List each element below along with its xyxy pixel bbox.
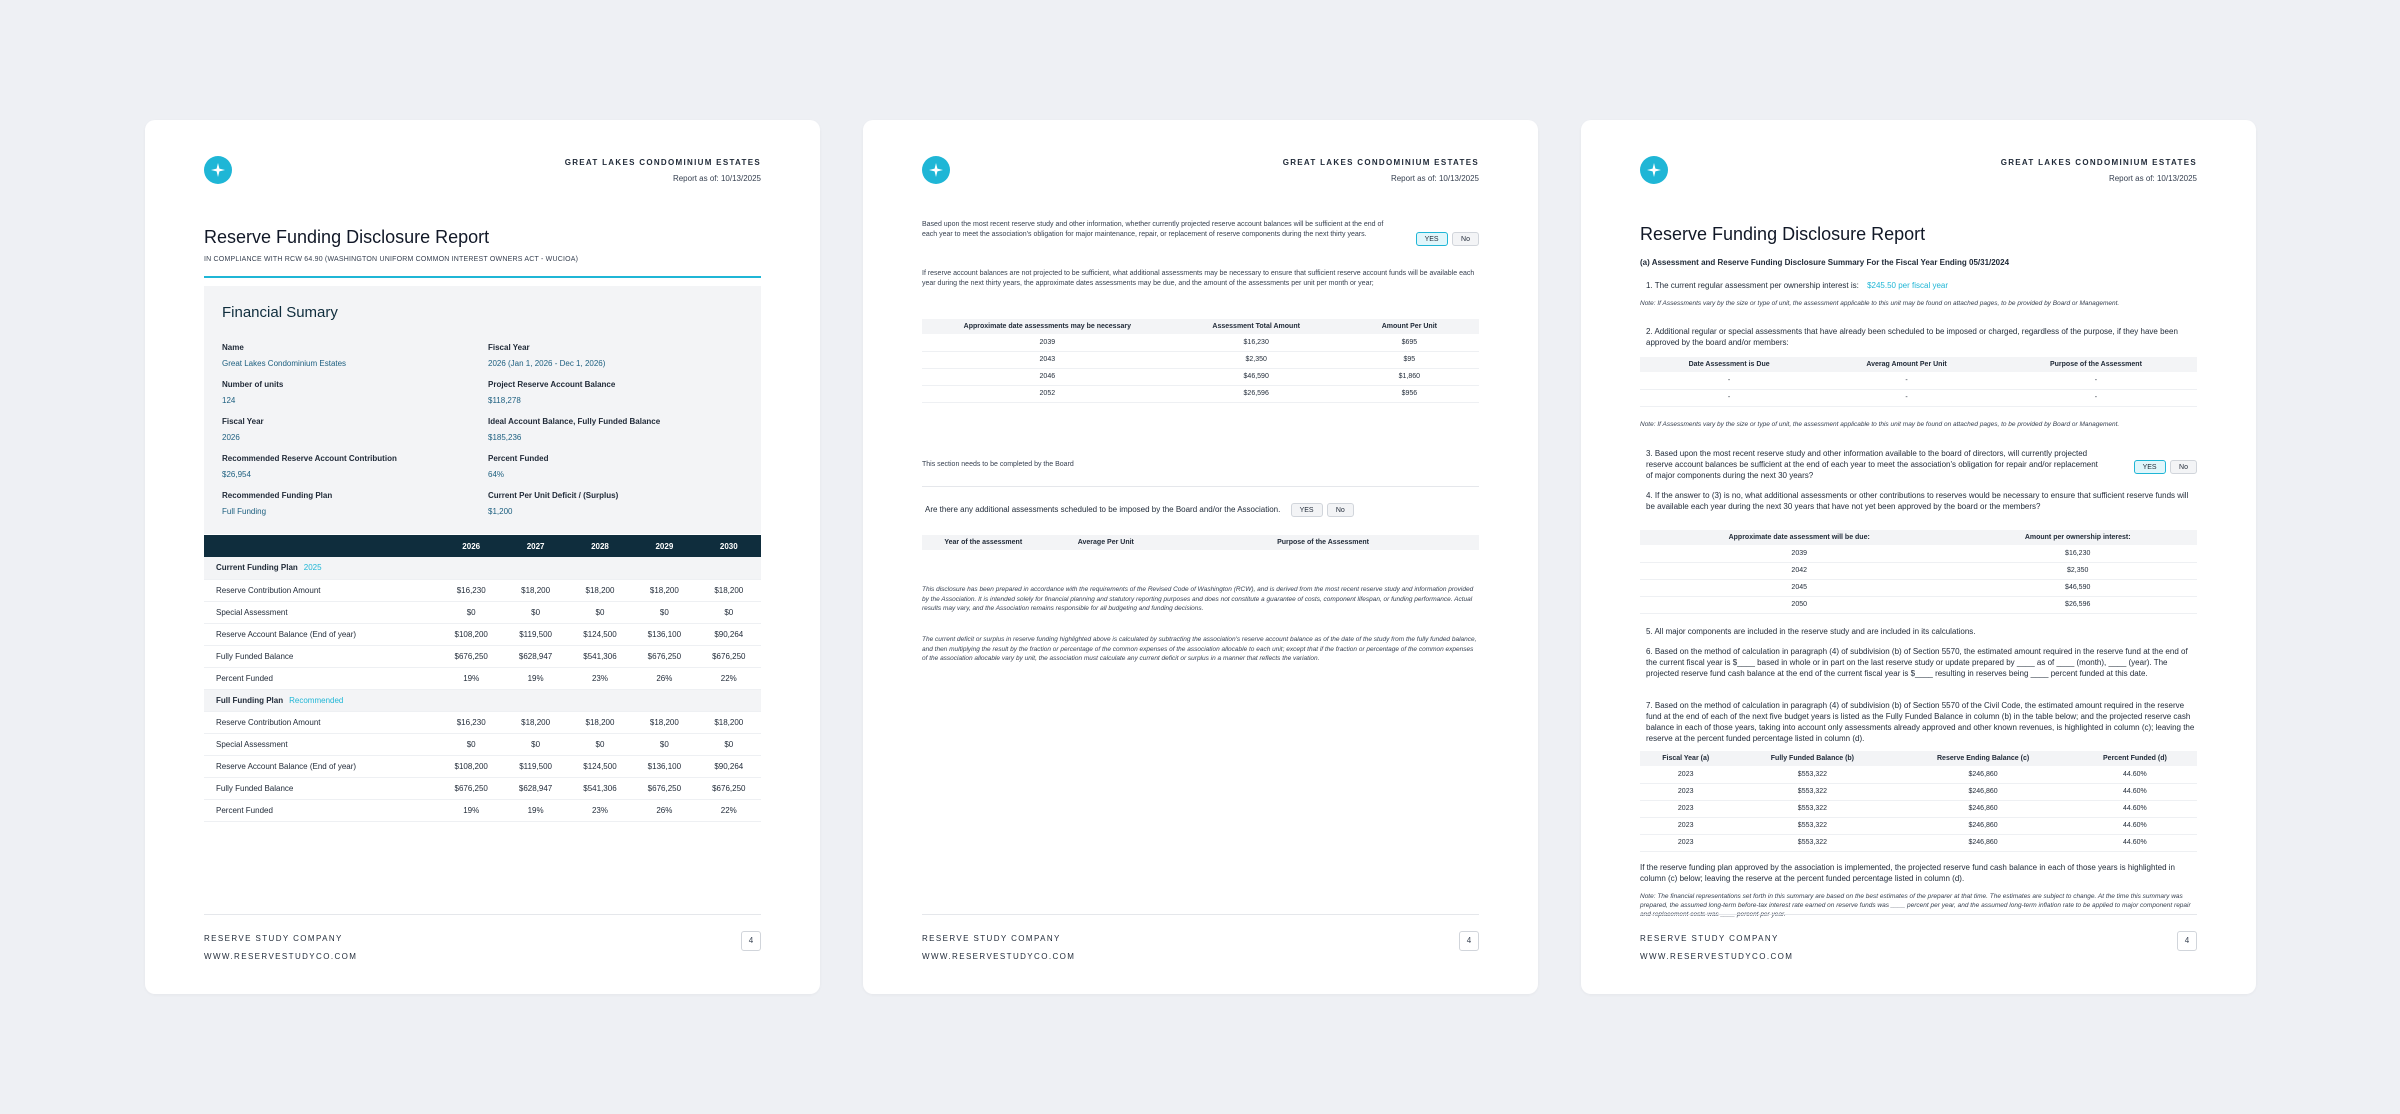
table-row: Reserve Account Balance (End of year) $108,200 $119,500 $124,500 $136,100 $90,264 xyxy=(204,755,761,777)
summary-item: Fiscal Year 2026 (Jan 1, 2026 - Dec 1, 2026) xyxy=(488,343,606,368)
yes-button[interactable]: YES xyxy=(1291,503,1323,517)
additional-assessments-paragraph: If reserve account balances are not projected to be sufficient, what additional assessments may be necessary to ensure that sufficient reserve account funds will be available each year during the next thirty years, the approximate dates assessments may be due, and the amount of the assessments per unit per month or year; xyxy=(922,270,1475,287)
table-row: 2039 $16,230 $695 xyxy=(922,334,1479,351)
plan-tag: Recommended xyxy=(289,695,344,705)
table-row: 2042 $2,350 xyxy=(1640,562,2197,579)
no-button[interactable]: No xyxy=(2170,460,2197,474)
table-row: - - - xyxy=(1640,389,2197,406)
table-row: - - - xyxy=(1640,372,2197,389)
table-row: Percent Funded 19% 19% 23% 26% 22% xyxy=(204,799,761,821)
table-row: 2043 $2,350 $95 xyxy=(922,351,1479,368)
column-header: Purpose of the Assessment xyxy=(1167,535,1479,550)
table-row: Special Assessment $0 $0 $0 $0 $0 xyxy=(204,601,761,623)
table-row: 2023 $553,322 $246,860 44.60% xyxy=(1640,834,2197,851)
table-row: 2052 $26,596 $956 xyxy=(922,385,1479,402)
summary-item: Number of units 124 xyxy=(222,380,284,405)
plan-tag: 2025 xyxy=(303,563,322,573)
page-footer xyxy=(922,914,1479,961)
table-row: 2023 $553,322 $246,860 44.60% xyxy=(1640,783,2197,800)
header-company: GREAT LAKES CONDOMINIUM ESTATES xyxy=(564,158,761,167)
year-header: 2027 xyxy=(503,535,567,557)
footer-url: WWW.RESERVESTUDYCO.COM xyxy=(1640,952,1794,961)
report-page-3 xyxy=(1581,120,2256,994)
year-header: 2029 xyxy=(632,535,696,557)
table-row: Special Assessment $0 $0 $0 $0 $0 xyxy=(204,733,761,755)
page-number: 4 xyxy=(2177,931,2197,951)
additional-assessments-question: Are there any additional assessments scheduled to be imposed by the Board and/or the Association. YES No xyxy=(925,503,1354,517)
column-header: Percent Funded (d) xyxy=(2073,751,2197,766)
summary-item: Project Reserve Account Balance $118,278 xyxy=(488,380,616,405)
report-page-2 xyxy=(863,120,1538,994)
no-button[interactable]: No xyxy=(1452,232,1479,246)
page-header xyxy=(2001,158,2197,183)
page-title: Reserve Funding Disclosure Report xyxy=(1640,224,1926,244)
column-header: Average Per Unit xyxy=(1045,535,1168,550)
page-footer xyxy=(204,914,761,961)
item-3: 3. Based upon the most recent reserve study and other information available to the board of directors, will currently projected reserve account balances be sufficient at the end of each year to meet the association's obligation for repair and/or replacement of major components during the next 30 years? xyxy=(1646,449,2098,480)
header-report-date: Report as of: 10/13/2025 xyxy=(1390,174,1479,183)
summary-item: Percent Funded 64% xyxy=(488,454,549,479)
summary-title: Financial Sumary xyxy=(222,304,338,321)
year-header: 2026 xyxy=(439,535,503,557)
summary-item: Recommended Funding Plan Full Funding xyxy=(222,491,333,516)
board-note: This section needs to be completed by the Board xyxy=(922,461,1074,468)
page-header xyxy=(565,158,761,183)
table-row: Fully Funded Balance $676,250 $628,947 $541,306 $676,250 $676,250 xyxy=(204,645,761,667)
five-year-projection-table xyxy=(1640,751,2197,852)
table-row: Reserve Account Balance (End of year) $108,200 $119,500 $124,500 $136,100 $90,264 xyxy=(204,623,761,645)
summary-item: Ideal Account Balance, Fully Funded Balance $185,236 xyxy=(488,417,661,442)
header-report-date: Report as of: 10/13/2025 xyxy=(2108,174,2197,183)
logo-icon xyxy=(1640,156,1668,184)
yes-button[interactable]: YES xyxy=(2134,460,2166,474)
column-header: Amount Per Unit xyxy=(1340,319,1479,334)
footer-url: WWW.RESERVESTUDYCO.COM xyxy=(922,952,1076,961)
item-7: 7. Based on the method of calculation in paragraph (4) of subdivision (b) of Section 5570 of the Civil Code, the estimated amount required in the reserve fund at the end of each of the next five budget years is listed as the Fully Funded Balance in column (b) in the table below; and the projected reserve cash balance in each of those years, taking into account only assessments already approved and other known revenues, is highlighted in column (c); leaving the reserve at the percent funded percentage listed in column (d). xyxy=(1646,701,2195,743)
table-row: 2023 $553,322 $246,860 44.60% xyxy=(1640,800,2197,817)
page-number: 4 xyxy=(741,931,761,951)
table-row: 2050 $26,596 xyxy=(1640,596,2197,613)
column-header: Year of the assessment xyxy=(922,535,1045,550)
column-header: Approximate date assessment will be due: xyxy=(1640,530,1958,545)
yes-no-group xyxy=(1416,228,1479,246)
deficit-paragraph: The current deficit or surplus in reserve funding highlighted above is calculated by subtracting the association's reserve account balance as of the date of the study from the fully funded balance, and then multiplying the result by the fraction or percentage of the common expenses of the association allocable to each unit; except that if the fraction or percentage of the common expenses of the association allocable vary by unit, the association must calculate any current deficit or surplus in a manner that reflects the variation. xyxy=(922,636,1477,662)
assessment-schedule-table xyxy=(922,319,1479,403)
year-header: 2030 xyxy=(697,535,761,557)
full-plan-header: Full Funding Plan Recommended xyxy=(204,689,761,711)
table-row: Reserve Contribution Amount $16,230 $18,200 $18,200 $18,200 $18,200 xyxy=(204,579,761,601)
year-header: 2028 xyxy=(568,535,632,557)
table-row: 2046 $46,590 $1,860 xyxy=(922,368,1479,385)
current-plan-header: Current Funding Plan 2025 xyxy=(204,557,761,579)
column-header: Approximate date assessments may be necessary xyxy=(922,319,1173,334)
disclaimer-paragraph: This disclosure has been prepared in accordance with the requirements of the Revised Code of Washington (RCW), and is derived from the most recent reserve study and information provided by the Association. It is intended solely for financial planning and statutory reporting purposes and does not constitute a guarantee of costs, component lifespan, or funding performance. Actual results may vary, and the Association remains responsible for all budgeting and funding decisions. xyxy=(922,586,1474,612)
yes-button[interactable]: YES xyxy=(1416,232,1448,246)
summary-item: Name Great Lakes Condominium Estates xyxy=(222,343,347,368)
report-page-1 xyxy=(145,120,820,994)
header-report-date: Report as of: 10/13/2025 xyxy=(672,174,761,183)
column-header: Amount per ownership interest: xyxy=(1958,530,2197,545)
assessment-value: $245.50 per fiscal year xyxy=(1867,281,1949,290)
financial-summary xyxy=(204,286,761,534)
footer-company: RESERVE STUDY COMPANY xyxy=(204,934,343,943)
logo-icon xyxy=(204,156,232,184)
column-header: Fiscal Year (a) xyxy=(1640,751,1731,766)
sufficiency-paragraph: Based upon the most recent reserve study and other information, whether currently projected reserve account balances will be sufficient at the end of each year to meet the association's obligation for major maintenance, repair, or replacement of reserve components during the next thirty years. xyxy=(922,221,1384,238)
note: Note: If Assessments vary by the size or type of unit, the assessment applicable to this unit may be found on attached pages, to be provided by Board or Management. xyxy=(1640,300,2120,307)
footer-url: WWW.RESERVESTUDYCO.COM xyxy=(204,952,358,961)
header-company: GREAT LAKES CONDOMINIUM ESTATES xyxy=(2000,158,2197,167)
page-header xyxy=(1283,158,1479,183)
table-row: 2023 $553,322 $246,860 44.60% xyxy=(1640,766,2197,783)
note: Note: If Assessments vary by the size or type of unit, the assessment applicable to this unit may be found on attached pages, to be provided by Board or Management. xyxy=(1640,421,2120,428)
summary-item: Fiscal Year 2026 xyxy=(222,417,264,442)
table-row: 2039 $16,230 xyxy=(1640,545,2197,562)
funding-plan-table xyxy=(204,535,761,822)
summary-item: Current Per Unit Deficit / (Surplus) $1,200 xyxy=(488,491,619,516)
summary-item: Recommended Reserve Account Contribution $26,954 xyxy=(222,454,397,479)
logo-icon xyxy=(922,156,950,184)
page-title: Reserve Funding Disclosure Report xyxy=(204,227,490,247)
table-row: Percent Funded 19% 19% 23% 26% 22% xyxy=(204,667,761,689)
footer-company: RESERVE STUDY COMPANY xyxy=(1640,934,1779,943)
page-footer xyxy=(1640,914,2197,961)
column-header: Averag Amount Per Unit xyxy=(1818,357,1995,372)
column-header: Fully Funded Balance (b) xyxy=(1731,751,1893,766)
item-6: 6. Based on the method of calculation in paragraph (4) of subdivision (b) of Section 5570, the estimated amount required in the reserve fund at the end of the current fiscal year is $____ based in whole or in part on the last reserve study or update prepared by ____ as of ____ (month), ____ (year). The projected reserve fund cash balance at the end of the current fiscal year is $____ resulting in reserves being ____ percent funded at this date. xyxy=(1646,647,2188,678)
table-row: 2023 $553,322 $246,860 44.60% xyxy=(1640,817,2197,834)
no-button[interactable]: No xyxy=(1327,503,1354,517)
compliance-subtitle: IN COMPLIANCE WITH RCW 64.90 (WASHINGTON UNIFORM COMMON INTEREST OWNERS ACT - WUCIOA) xyxy=(204,256,579,263)
column-header: Date Assessment is Due xyxy=(1640,357,1818,372)
note: Note: The financial representations set forth in this summary are based on the best estimates of the preparer at that time. The estimates are subject to change. At the time this summary was prepared, the assumed long-term before-tax interest rate earned on reserve funds was ____ percent per year, and the assumed long-term inflation rate to be applied to major component repair and replacement costs was ____ percent per year. xyxy=(1640,893,2191,918)
column-header: Assessment Total Amount xyxy=(1173,319,1340,334)
item-1: 1. The current regular assessment per ownership interest is: $245.50 per fiscal year xyxy=(1646,281,1949,290)
table-row: Reserve Contribution Amount $16,230 $18,200 $18,200 $18,200 $18,200 xyxy=(204,711,761,733)
item-4: 4. If the answer to (3) is no, what additional assessments or other contributions to reserves would be necessary to ensure that sufficient reserve funds will be available each year during the next 30 years that have not yet been approved by the board or the members? xyxy=(1646,491,2189,511)
scheduled-assessments-table xyxy=(922,535,1479,550)
scheduled-assessments-table xyxy=(1640,357,2197,407)
table-row: 2045 $46,590 xyxy=(1640,579,2197,596)
column-header: Purpose of the Assessment xyxy=(1995,357,2197,372)
page-number: 4 xyxy=(1459,931,1479,951)
funding-plan-paragraph: If the reserve funding plan approved by the association is implemented, the projected reserve fund cash balance in each of those years is highlighted in column (c) below; leaving the reserve at the percent funded percentage listed in column (d). xyxy=(1640,863,2175,883)
header-company: GREAT LAKES CONDOMINIUM ESTATES xyxy=(1282,158,1479,167)
required-assessments-table xyxy=(1640,530,2197,614)
yes-no-group xyxy=(2134,456,2197,474)
column-header: Reserve Ending Balance (c) xyxy=(1893,751,2072,766)
item-5: 5. All major components are included in the reserve study and are included in its calculations. xyxy=(1646,627,1976,636)
summary-subtitle: (a) Assessment and Reserve Funding Disclosure Summary For the Fiscal Year Ending 05/31/2024 xyxy=(1640,258,2010,267)
item-2: 2. Additional regular or special assessments that have already been scheduled to be imposed or charged, regardless of the purpose, if they have been approved by the board and/or members: xyxy=(1646,327,2178,347)
footer-company: RESERVE STUDY COMPANY xyxy=(922,934,1061,943)
title-divider xyxy=(204,276,761,278)
table-row: Fully Funded Balance $676,250 $628,947 $541,306 $676,250 $676,250 xyxy=(204,777,761,799)
divider xyxy=(922,486,1479,487)
